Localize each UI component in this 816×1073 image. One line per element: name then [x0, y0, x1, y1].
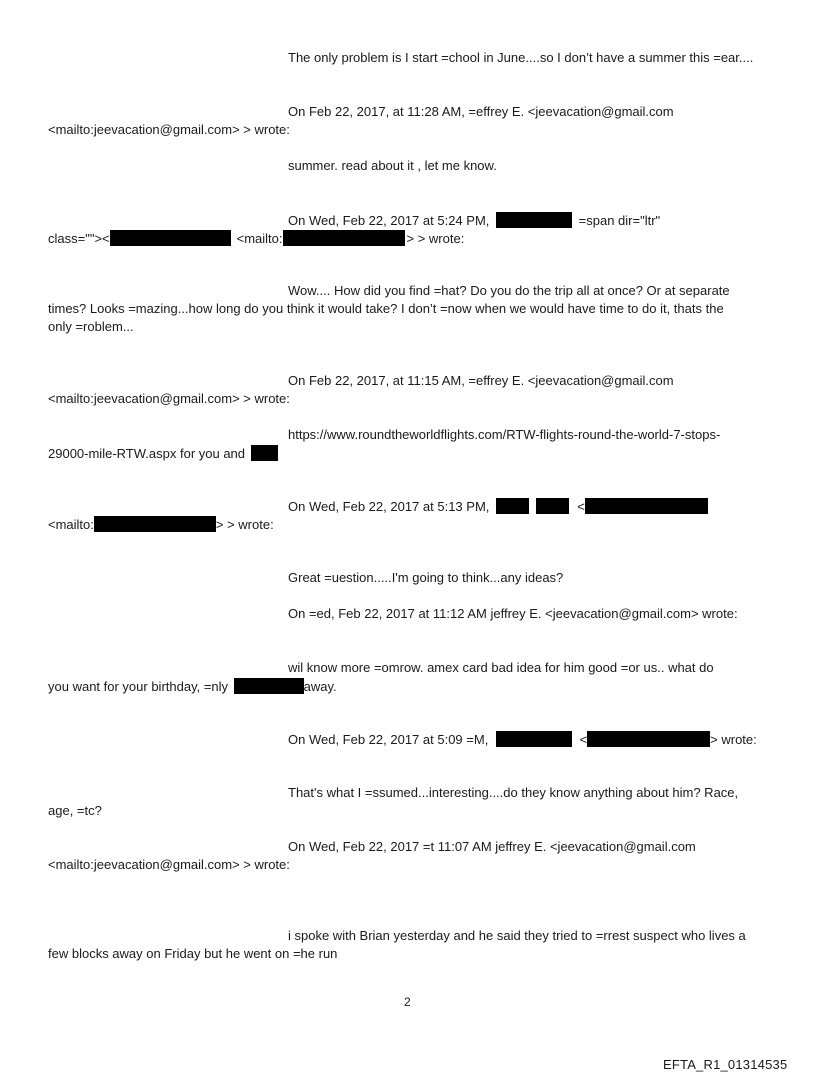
text-line: only =roblem...	[48, 319, 134, 334]
text-line: times? Looks =mazing...how long do you think it would take? I don’t =now when we would have time to do it, thats the	[48, 301, 724, 316]
redaction-block	[110, 230, 231, 246]
text-line: age, =tc?	[48, 803, 102, 818]
text-segment: <mailto:	[236, 231, 283, 246]
redaction-block	[536, 498, 569, 514]
text-segment: On Wed, Feb 22, 2017 at 5:24 PM,	[288, 213, 490, 228]
text-line	[288, 498, 708, 515]
page-number: 2	[404, 995, 411, 1009]
text-segment: 29000-mile-RTW.aspx for you and	[48, 446, 246, 461]
text-line: Wow.... How did you find =hat? Do you do the trip all at once? Or at separate	[288, 283, 730, 298]
text-line: Great =uestion.....I'm going to think...any ideas?	[288, 570, 564, 585]
text-segment: <mailto:	[48, 517, 94, 532]
bates-number: EFTA_R1_01314535	[663, 1057, 788, 1072]
text-line	[288, 212, 660, 229]
text-line: <mailto:jeevacation@gmail.com> > wrote:	[48, 391, 290, 406]
text-line	[48, 445, 278, 462]
text-line: https://www.roundtheworldflights.com/RTW-flights-round-the-world-7-stops-	[288, 427, 721, 442]
text-segment: On Wed, Feb 22, 2017 at 5:09 =M,	[288, 732, 489, 747]
redaction-block	[251, 445, 278, 461]
redaction-block	[496, 498, 529, 514]
text-segment: =span dir="ltr"	[578, 213, 661, 228]
text-segment: > > wrote:	[406, 231, 465, 246]
text-segment: away.	[303, 679, 337, 694]
text-line: wil know more =omrow. amex card bad idea for him good =or us.. what do	[288, 660, 714, 675]
redaction-block	[496, 212, 572, 228]
text-line: <mailto:jeevacation@gmail.com> > wrote:	[48, 122, 290, 137]
text-line: The only problem is I start =chool in June....so I don’t have a summer this =ear....	[288, 50, 754, 65]
redaction-block	[587, 731, 710, 747]
text-segment: > > wrote:	[215, 517, 274, 532]
redaction-block	[94, 516, 216, 532]
text-line: On =ed, Feb 22, 2017 at 11:12 AM jeffrey E. <jeevacation@gmail.com> wrote:	[288, 606, 738, 621]
text-line: On Feb 22, 2017, at 11:15 AM, =effrey E. <jeevacation@gmail.com	[288, 373, 674, 388]
text-line	[48, 516, 274, 533]
text-segment: > wrote:	[710, 732, 757, 747]
text-segment: On Wed, Feb 22, 2017 at 5:13 PM,	[288, 499, 490, 514]
redaction-block	[585, 498, 708, 514]
text-line	[48, 230, 464, 247]
text-line: <mailto:jeevacation@gmail.com> > wrote:	[48, 857, 290, 872]
text-segment: you want for your birthday, =nly	[48, 679, 229, 694]
text-line: few blocks away on Friday but he went on =he run	[48, 946, 338, 961]
redaction-block	[234, 678, 304, 694]
redaction-block	[496, 731, 572, 747]
text-line: i spoke with Brian yesterday and he said they tried to =rrest suspect who lives a	[288, 928, 746, 943]
text-line	[288, 731, 757, 748]
text-segment: class=""><	[48, 231, 110, 246]
text-line: On Feb 22, 2017, at 11:28 AM, =effrey E. <jeevacation@gmail.com	[288, 104, 674, 119]
redaction-block	[283, 230, 405, 246]
text-segment: <	[577, 499, 585, 514]
text-segment: <	[579, 732, 588, 747]
text-line: That's what I =ssumed...interesting....do they know anything about him? Race,	[288, 785, 739, 800]
text-line: summer. read about it , let me know.	[288, 158, 497, 173]
text-line: On Wed, Feb 22, 2017 =t 11:07 AM jeffrey E. <jeevacation@gmail.com	[288, 839, 696, 854]
text-line	[48, 678, 337, 695]
